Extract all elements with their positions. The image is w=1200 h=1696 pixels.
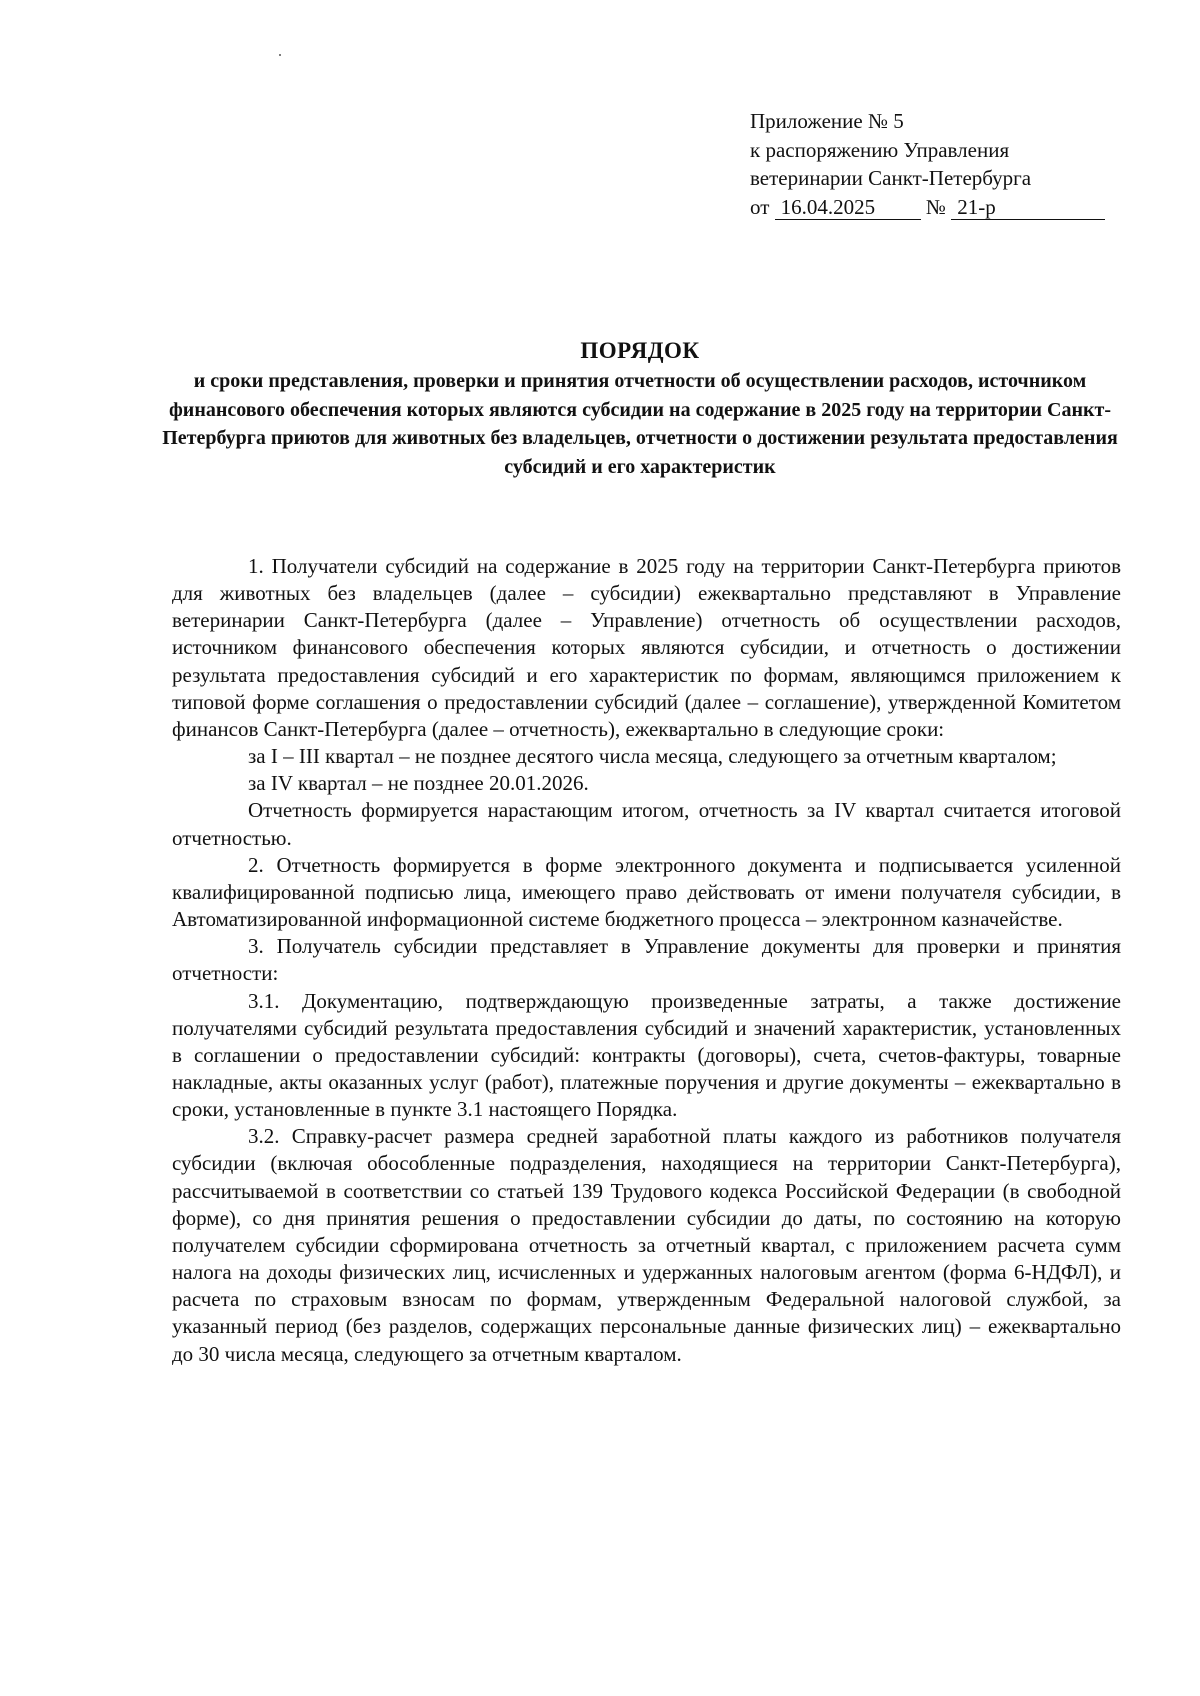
appendix-date-line [750, 193, 1130, 222]
document-title [160, 335, 1120, 482]
title-main: ПОРЯДОК [580, 338, 700, 363]
number-prefix: № [925, 194, 946, 219]
appendix-line-2: к распоряжению Управления [750, 137, 1010, 162]
title-subtitle: и сроки представления, проверки и принятия отчетности об осуществлении расходов, источником финансового обеспечения которых являются субсидии на содержание в 2025 году на территории Санкт-Петербурга приютов для животных без владельцев, отчетности о достижении результата предоставления субсидий и его характеристик [162, 370, 1118, 479]
paragraph-3-2: 3.2. Справку-расчет размера средней заработной платы каждого из работников получателя субсидии (включая обособленные подразделения, находящиеся на территории Санкт-Петербурга), рассчитываемой в соответствии со статьей 139 Трудового кодекса Российской Федерации (в свободной форме), со дня принятия решения о предоставлении субсидии до даты, по состоянию на которую получателем субсидии сформирована отчетность за отчетный квартал, с приложением расчета сумм налога на доходы физических лиц, исчисленных и удержанных налоговым агентом (форма 6-НДФЛ), и расчета по страховым взносам по формам, утвержденным Федеральной налоговой службой, за указанный период (без разделов, содержащих персональные данные физических лиц) – ежеквартально до 30 числа месяца, следующего за отчетным кварталом. [172, 1124, 1121, 1366]
appendix-header [750, 107, 1130, 221]
order-date: 16.04.2025 [775, 195, 921, 220]
appendix-line-3: ветеринарии Санкт-Петербурга [750, 166, 1032, 190]
date-prefix: от [750, 194, 770, 219]
paragraph-3-1: 3.1. Документацию, подтверждающую произведенные затраты, а также достижение получателями субсидий результата предоставления субсидий и значений характеристик, установленных в соглашении о предоставлении субсидий: контракты (договоры), счета, счетов-фактуры, товарные накладные, акты оказанных услуг (работ), платежные поручения и другие документы – ежеквартально в сроки, установленные в пункте 3.1 настоящего Порядка. [172, 988, 1121, 1122]
paragraph-3: 3. Получатель субсидии представляет в Управление документы для проверки и принятия отчетности: [172, 934, 1121, 986]
paragraph-cumulative: Отчетность формируется нарастающим итогом, отчетность за IV квартал считается итоговой отчетностью. [172, 798, 1121, 850]
order-number: 21-р [951, 195, 1105, 220]
paragraph-1: 1. Получатели субсидий на содержание в 2025 году на территории Санкт-Петербурга приютов для животных без владельцев (далее – субсидии) ежеквартально представляют в Управление ветеринарии Санкт-Петербурга (далее – Управление) отчетность об осуществлении расходов, источником финансового обеспечения которых являются субсидии, и отчетность о достижении результата предоставления субсидий и его характеристик по формам, являющимся приложением к типовой форме соглашения о предоставлении субсидий (далее – соглашение), утвержденной Комитетом финансов Санкт-Петербурга (далее – отчетность), ежеквартально в следующие сроки: [172, 554, 1121, 741]
document-body [172, 553, 1121, 1368]
appendix-line-1: Приложение № 5 [750, 109, 904, 133]
paragraph-term-q4: за IV квартал – не позднее 20.01.2026. [248, 771, 589, 796]
paragraph-2: 2. Отчетность формируется в форме электронного документа и подписывается усиленной квалифицированной подписью лица, имеющего право действовать от имени получателя субсидии, в Автоматизированной информационной системе бюджетного процесса – электронном казначействе. [172, 852, 1121, 932]
scan-speck [279, 54, 281, 56]
paragraph-term-q1-q3: за I – III квартал – не позднее десятого числа месяца, следующего за отчетным кварталом; [248, 744, 1057, 769]
